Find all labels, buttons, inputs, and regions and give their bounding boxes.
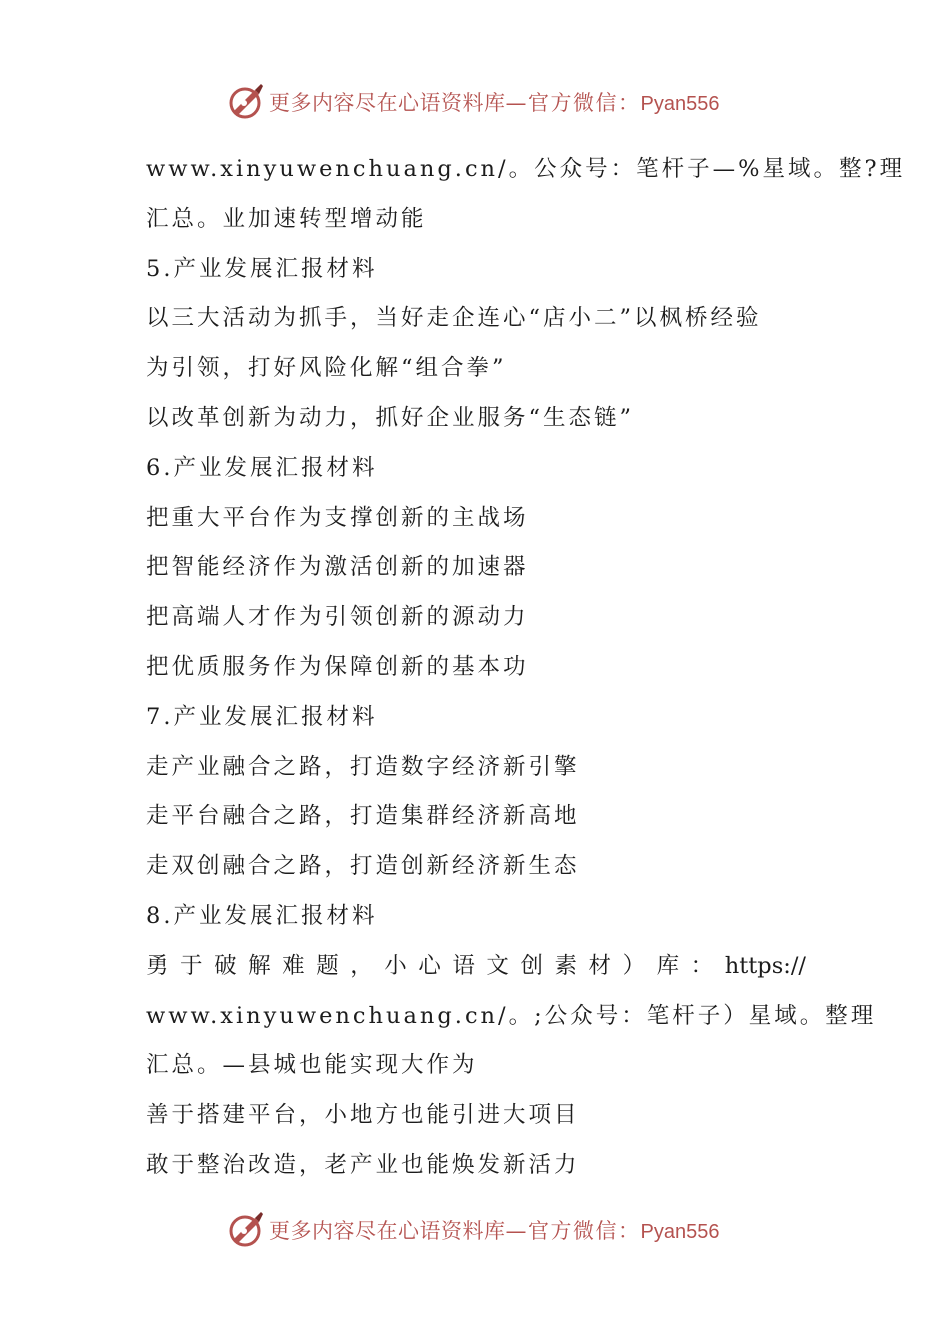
text-line: 敢于整治改造，老产业也能焕发新活力	[146, 1151, 580, 1178]
text-line: 把优质服务作为保障创新的基本功	[146, 653, 529, 680]
text-line: www.xinyuwenchuang.cn/。;公众号：笔杆子）星域。整理	[146, 1002, 877, 1029]
text-line: 勇于破解难题，小心语文创素材）库：https://	[146, 952, 806, 979]
pen-logo-icon	[225, 1210, 265, 1250]
banner-wechat-id: Pyan556	[640, 1221, 720, 1243]
text-line: 把高端人才作为引领创新的源动力	[146, 604, 529, 631]
banner-slogan: 更多内容尽在心语资料库	[269, 91, 506, 115]
text-line: www.xinyuwenchuang.cn/。公众号：笔杆子—%星域。整?理	[146, 156, 906, 182]
banner-slogan: 更多内容尽在心语资料库	[269, 1219, 506, 1243]
text-line: 把智能经济作为激活创新的加速器	[146, 554, 529, 581]
header-banner	[225, 80, 745, 124]
text-line: 走平台融合之路，打造集群经济新高地	[146, 803, 580, 830]
text-line: 以三大活动为抓手，当好走企连心“店小二”以枫桥经验	[146, 305, 762, 332]
section-heading-6: 6.产业发展汇报材料	[146, 454, 378, 481]
text-line: 走产业融合之路，打造数字经济新引擎	[146, 753, 580, 780]
section-heading-8: 8.产业发展汇报材料	[146, 902, 378, 929]
banner-wechat-label: —官方微信：	[505, 91, 641, 115]
text-line: 汇总。—县城也能实现大作为	[146, 1052, 478, 1079]
document-body	[146, 145, 906, 1191]
text-line: 汇总。业加速转型增动能	[146, 205, 427, 232]
banner-wechat-label: —官方微信：	[505, 1219, 641, 1243]
section-heading-5: 5.产业发展汇报材料	[146, 255, 378, 282]
banner-wechat-id: Pyan556	[640, 93, 720, 115]
banner-text	[269, 87, 719, 117]
footer-banner	[225, 1208, 745, 1252]
banner-text	[269, 1215, 719, 1245]
text-line: 走双创融合之路，打造创新经济新生态	[146, 853, 580, 880]
text-line: 为引领，打好风险化解“组合拳”	[146, 355, 507, 382]
section-heading-7: 7.产业发展汇报材料	[146, 703, 378, 730]
text-line: 以改革创新为动力，抓好企业服务“生态链”	[146, 404, 635, 431]
text-line: 善于搭建平台，小地方也能引进大项目	[146, 1102, 580, 1129]
pen-logo-icon	[225, 82, 265, 122]
text-line: 把重大平台作为支撑创新的主战场	[146, 504, 529, 531]
